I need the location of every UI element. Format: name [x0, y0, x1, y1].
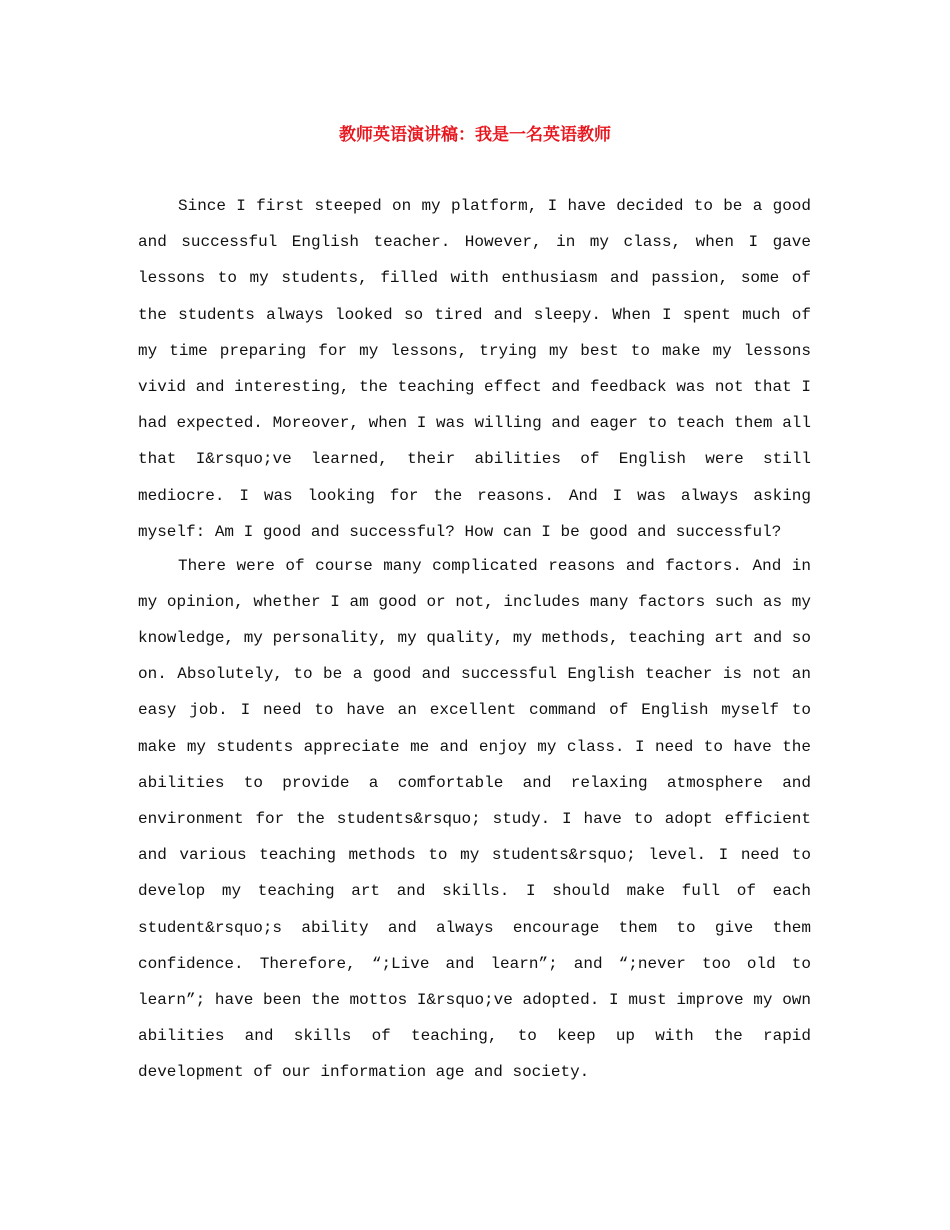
- document-body: [138, 188, 811, 1091]
- document-title: 教师英语演讲稿：我是一名英语教师: [339, 125, 611, 145]
- paragraph-2: There were of course many complicated reasons and factors. And in my opinion, whether I am good or not, includes many factors such as my knowledge, my personality, my quality, my methods, teaching art and so on. Absolutely, to be a good and successful English teacher is not an easy job. I need to have an excellent command of English myself to make my students appreciate me and enjoy my class. I need to have the abilities to provide a comfortable and relaxing atmosphere and environment for the students&rsquo; study. I have to adopt efficient and various teaching methods to my students&rsquo; level. I need to develop my teaching art and skills. I should make full of each student&rsquo;s ability and always encourage them to give them confidence. Therefore, “;Live and learn”; and “;never too old to learn”; have been the mottos I&rsquo;ve adopted. I must improve my own abilities and skills of teaching, to keep up with the rapid development of our information age and society.: [138, 556, 811, 1082]
- paragraph-1: Since I first steeped on my platform, I have decided to be a good and successful English teacher. However, in my class, when I gave lessons to my students, filled with enthusiasm and passion, some of the students always looked so tired and sleepy. When I spent much of my time preparing for my lessons, trying my best to make my lessons vivid and interesting, the teaching effect and feedback was not that I had expected. Moreover, when I was willing and eager to teach them all that I&rsquo;ve learned, their abilities of English were still mediocre. I was looking for the reasons. And I was always asking myself: Am I good and successful? How can I be good and successful?: [138, 197, 811, 541]
